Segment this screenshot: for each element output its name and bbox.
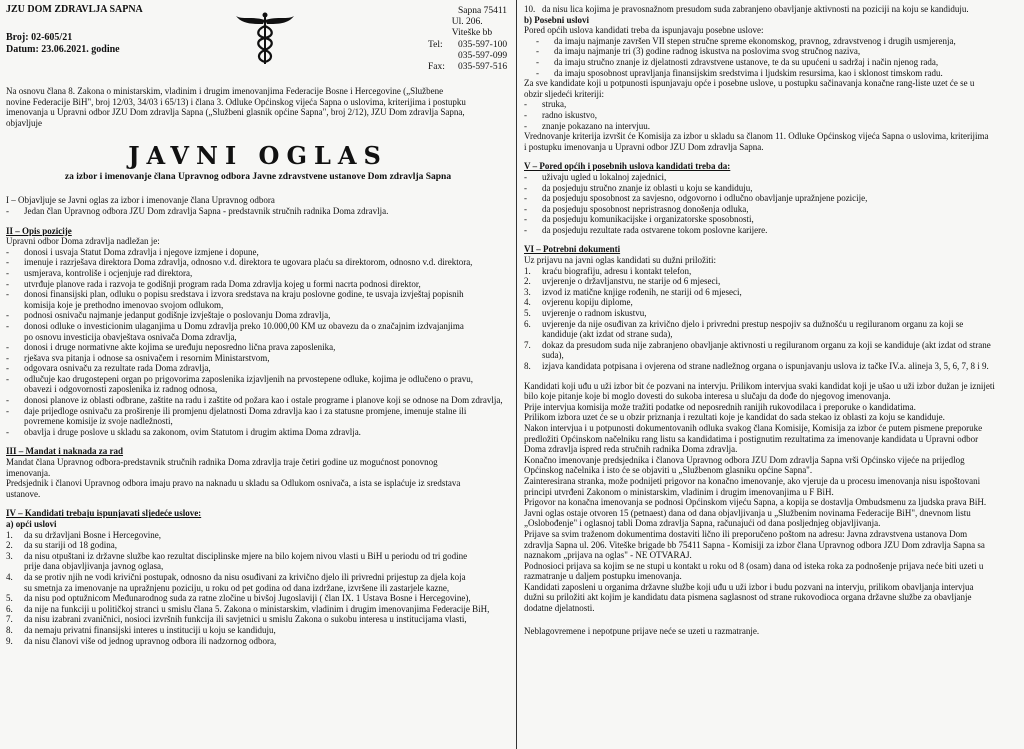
closing-line: Doma zdravlja ispred reda stručnih radnika Doma zdravlja. [524,444,738,455]
section-4-list [6,530,510,647]
list-item: - donosi i usvaja Statut Doma zdravlja i njegove izmjene i dopune, [6,246,259,257]
closing-line: Prigovor na konačna imenovanja se podnosi Općinskom vijeću Sapna, a kopija se dostavlja Ombudsmenu za ljudska prava BiH. [524,497,987,508]
list-item: 7. dokaz da presudom suda nije zabranjeno obavljanje aktivnosti u regiluranom organu za koji se kandiduje (akt izdat od strane [524,339,991,350]
section-5-title: V – Pored općih i posebnih uslova kandidati treba da: [524,161,731,172]
list-item: 3. da nisu otpuštani iz državne službe kao rezultat disciplinske mjere na bilo kojem nivou vlasti u BiH u periodu od tri godine [6,550,468,561]
list-item: 1. da su državljani Bosne i Hercegovine, [6,529,161,540]
address-tel-2: 035-597-099 [458,50,508,61]
list-item: 5. uvjerenje o radnom iskustvu, [524,308,647,319]
section-3-line: imenovanja. [6,467,51,478]
letterhead [6,4,510,86]
org-name: JZU DOM ZDRAVLJA SAPNA [6,4,143,15]
list-item: kandiduje (akt izdat od strane suda), [542,329,673,340]
closing-line: „Oslobođenje" i oglasnoj tabli Doma zdravlja Sapna, računajući od dana posljednjeg objavljivanja. [524,518,881,529]
criteria-line: obzir sljedeći kriteriji: [524,88,604,99]
closing-line: Javni oglas ostaje otvoren 15 (petnaest) dana od dana objavljivanja u „Službenim novinama Federacije BiH", dnevnom listu [524,507,971,518]
closing-line: predložiti Općinskom načelniku rang listu sa kandidatima i postignutim rezultatima za imenovanje kandidata u Upravni odbor [524,433,979,444]
list-item: - da posjeduju komunikacijske i organizatorske sposobnosti, [524,214,754,225]
section-4-subtitle: a) opći uslovi [6,519,57,529]
list-item: - odgovara osnivaču za rezultate rada Doma zdravlja, [6,363,211,374]
list-item: - Jedan član Upravnog odbora JZU Dom zdravlja Sapna - predstavnik stručnih radnika Doma zdravlja. [6,205,389,216]
section-2-list [6,247,510,438]
subsection-b-lead: Pored općih uslova kandidati treba da ispunjavaju posebne uslove: [524,25,764,36]
section-3-line: Mandat člana Upravnog odbora-predstavnik stručnih radnika Doma zdravlja traje četiri godine uz mogućnost ponovnog [6,457,438,468]
list-item: - rješava sva pitanja i odnose sa osnivačem i resornim Ministarstvom, [6,352,270,363]
list-item: - imenuje i razrješava direktora Doma zdravlja, odnosno v.d. direktora te ugovara plaću sa direktorom, odnosno v.d. direktora, [6,257,473,268]
address-tel-1: 035-597-100 [458,39,508,50]
closing-line: principi utvrđeni Zakonom o ministarskim, vladinim i drugim imenovanjima u F BiH. [524,486,834,497]
list-item: 3. izvod iz matične knjige rođenih, ne stariji od 6 mjeseci, [524,286,742,297]
address-fax: 035-597-516 [458,62,508,73]
intro-line: imenovanja u Upravni odbor JZU Dom zdravlja Sapna („Službeni glasnik općine Sapna", broj 2/12), JZU Dom zdravlja Sapna, [6,107,465,118]
list-item: 4. da se protiv njih ne vodi krivični postupak, odnosno da nisu osuđivani za krivično djelo ili privredni prijestup za djela koja [6,571,466,582]
address-city: Sapna 75411 [458,6,507,16]
section-2-lead: Upravni odbor Doma zdravlja nadležan je: [6,236,160,247]
subsection-b-list [524,36,1018,78]
list-item: - donosi planove iz oblasti odbrane, zaštite na radu i zaštite od požara kao i ostale programe i planove koji se odnose na Dom zdravlja, [6,395,503,406]
list-item: 6. uvjerenje da nije osuđivan za krivično djelo i privredni prestup nespojiv sa dužnošću u regiluranom organu za koji se [524,318,964,329]
closing-line: Prilikom izbora uzet će se u obzir priznanja i rezultati koje je kandidat do sada stekao iz oblasti za koju se kandiduje. [524,412,945,423]
closing-paragraphs [524,381,1018,614]
closing-line: dužni su priložiti akt kojim je kandidatu data pismena saglasnost od strane rukovodioca organa državne službe za obavljanje [524,592,972,603]
section-3-title: III – Mandat i naknada za rad [6,446,124,457]
section-4-title: IV – Kandidati trebaju ispunjavati sljedeće uslove: [6,508,202,519]
list-item: 7. da nisu izabrani zvaničnici, nosioci izvršnih funkcija ili savjetnici u smislu Zakona o sukobu interesa u institucijama vlasti, [6,614,467,625]
list-item: - znanje pokazano na intervjuu. [524,120,650,131]
list-item: 4. ovjerenu kopiju diplome, [524,297,633,308]
address-street: Ul. 206. Viteške bb [451,17,493,39]
list-item: - daje prijedloge osnivaču za proširenje ili promjenu djelatnosti Doma zdravlja kao i za statusne promjene, imenuje stalne ili [6,405,467,416]
list-item: povremene komisije iz svoje nadležnosti, [24,416,173,427]
list-item: - da posjeduju rezultate rada ostvarene tokom poslovne karijere. [524,224,768,235]
list-item: - donosi i druge normativne akte kojima se uređuju neposredno lična prava zaposlenika, [6,342,336,353]
list-item: - da posjeduju sposobnost nepristrasnog donošenja odluka, [524,203,749,214]
list-item: - donosi finansijski plan, odluku o popisu sredstava i izvora sredstava na kraju poslovne godine, te usvaja izvještaj popisnih [6,289,464,300]
list-item: - da imaju najmanje tri (3) godine radnog iskustva na poslovima svog stručnog naziva, [536,46,861,57]
section-6-lead: Uz prijavu na javni oglas kandidati su dužni priložiti: [524,255,716,266]
list-item: 5. da nisu pod optužnicom Međunarodnog suda za ratne zločine u bivšoj Jugoslaviji ( član IX. 1 Ustava Bosne i Hercegovine), [6,593,471,604]
closing-line: Nakon intervjua i u potpunosti dokumentovanih odluka svakog člana Komisije, Komisija za izbor će putem pismene preporuke [524,422,983,433]
list-item: 10. da nisu lica kojima je pravosnažnom presudom suda zabranjeno obavljanje aktivnosti na poziciji na koju se kandiduju. [524,4,969,14]
criteria-line: Za sve kandidate koji u potpunosti ispunjavaju opće i posebne uslove, u postupku sačinavanja konačne rang-liste uzet će se u [524,78,975,89]
list-item: 2. uvjerenje o državljanstvu, ne starije od 6 mjeseci, [524,276,721,287]
list-item: 8. izjava kandidata potpisana i ovjerena od strane nadležnog organa o ispunjavanju uslova iz tačke IV.a. alineja 3, 5, 6, 7, 8 i 9. [524,361,989,371]
document-title: JAVNI OGLAS [128,141,388,171]
column-divider [516,0,517,749]
letterhead-address: Sapna 75411 Ul. 206. Viteške bb Tel: 035-597-100 035-597-099 Fax: 035-597-516 [428,6,510,73]
list-item: - donosi odluke o investicionim ulaganjima u Domu zdravlja preko 10.000,00 KM uz obavezu da o značajnim izdvajanjima [6,320,464,331]
list-item: - radno iskustvo, [524,109,597,120]
closing-line: razmatranje u daljem postupku imenovanja. [524,571,682,582]
list-item: po osnovu investicija obavještava osnivača Doma zdravlja, [24,331,237,342]
closing-line: Prije intervjua komisija može tražiti podatke od neposrednih ranijih rukovodilaca i preporuke o kandidatima. [524,401,916,412]
list-item: - uživaju ugled u lokalnoj zajednici, [524,171,667,182]
intro-line: objavljuje [6,117,42,128]
section-3-line: ustanove. [6,488,41,499]
criteria-note: i postupku imenovanja u Upravni odbor JZU Dom zdravlja Sapna. [524,141,764,152]
list-item: - utvrđuje planove rada i razvoja te godišnji program rada Doma zdravlja kojeg u formi nacrta podnosi direktor, [6,278,421,289]
document-date: Datum: 23.06.2021. godine [6,44,120,55]
right-column [524,4,1018,636]
list-item: komisija koje je prethodno imenovao svojom odlukom, [24,299,224,310]
list-item: 8. da nemaju privatni finansijski interes u instituciji u koju se kandiduju, [6,624,276,635]
list-item: 1. kraću biografiju, adresu i kontakt telefon, [524,265,692,276]
list-item: - usmjerava, kontroliše i ocjenjuje rad direktora, [6,267,193,278]
list-item: - podnosi osnivaču najmanje jedanput godišnje izvještaje o poslovanju Doma zdravlja, [6,310,331,321]
list-item: prije dana objavljivanja javnog oglasa, [24,561,164,572]
list-item: obavezi i odgovornosti zaposlenika iz radnog odnosa, [24,384,218,395]
list-item: - da imaju najmanje završen VII stepen stručne spreme ekonomskog, pravnog, zdravstvenog i drugih usmjerenja, [536,35,956,46]
closing-line: Zainteresirana stranka, može podnijeti prigovor na konačno imenovanje, ako vjeruje da u procesu imenovanja nisu ispoštovani [524,475,981,486]
closing-line: Prijave sa svim traženom dokumentima dostaviti lično ili preporučeno poštom na adresu: Javna zdravstvena ustanova Dom [524,528,968,539]
criteria-note: Vrednovanje kriterija izvršit će Komisija za izbor u skladu sa članom 11. Odluke Općinskog vijeća Sapna o uslovima, kriterijima [524,131,989,142]
list-item: - da posjeduju sposobnost za savjesno, odgovorno i odlučno obavljanje upražnjene pozicije, [524,193,868,204]
letterhead-left [6,4,143,56]
document-subtitle: za izbor i imenovanje člana Upravnog odbora Javne zdravstvene ustanove Dom zdravlja Sapna [64,172,452,183]
closing-line: Kandidati koji uđu u uži izbor bit će pozvani na intervju. Prilikom intervjua svaki kandidat koji je ušao u uži izbor dužan je iznijeti [524,380,995,391]
closing-line: Konačno imenovanje predsjednika i članova Upravnog odbora JZU Dom zdravlja Sapna vrši Općinsko vijeće na prijedlog [524,454,965,465]
closing-line: zdravlja Sapna ul. 206. Viteške brigade bb 75411 Sapna - Komisiji za izbor člana Upravnog odbora JZU Dom zdravlja Sapna sa [524,539,985,550]
final-note: Neblagovremene i nepotpune prijave neće se uzeti u razmatranje. [524,625,760,636]
intro-line: Na osnovu člana 8. Zakona o ministarskim, vladinim i drugim imenovanjima Federacije Bosne i Hercegovine („Službene [6,86,444,96]
list-item: - da imaju stručno znanje iz djelatnosti zdravstvene ustanove, te da su upućeni u sadržaj i način njenog rada, [536,56,939,67]
criteria-list [524,99,1018,131]
list-item: 9. da nisu članovi više od jednog upravnog odbora ili nadzornog odbora, [6,635,277,646]
list-item: 2. da su stariji od 18 godina, [6,540,117,551]
closing-line: bilo koje pitanje koje bi moglo dovesti do sukoba interesa u slučaju da dođe do njegovog imenovanja. [524,391,891,402]
closing-line: Podnosioci prijava sa kojim se ne stupi u kontakt u roku od 8 (osam) dana od isteka roka za podnošenje prijava neće biti uzeti u [524,560,984,571]
section-6-title: VI – Potrebni dokumenti [524,244,621,255]
list-item: suda), [542,350,564,361]
list-item: - odlučuje kao drugostepeni organ po prigovorima zaposlenika izjavljenih na prvostepene odluke, kojima je odlučeno o pravu, [6,373,473,384]
section-5-list [524,172,1018,236]
section-3-line: Predsjednik i članovi Upravnog odbora imaju pravo na naknadu u skladu sa Odlukom osnivača, a ista se isplaćuje iz sredstava [6,478,461,489]
closing-line: naznakom „prijava na oglas" - NE OTVARAJ. [524,550,692,561]
list-item: su smetnja za imenovanje na upražnjenu poziciju, u roku od pet godina od dana izdržane, izvršene ili zastarjele kazne, [24,582,450,593]
left-column [6,4,510,646]
section-1-title: I – Objavljuje se Javni oglas za izbor i imenovanje člana Upravnog odbora [6,195,275,206]
list-item: - obavlja i druge poslove u skladu sa zakonom, ovim Statutom i drugim aktima Doma zdravlja. [6,426,361,437]
caduceus-icon [234,10,296,66]
intro-line: novine Federacije BiH", broj 12/03, 34/03 i 65/13) i člana 3. Odluke Općinskog vijeća Sapna o uslovima, kriterijima i postupku [6,96,466,107]
section-6-list [524,266,1018,372]
section-2-title: II – Opis pozicije [6,225,72,236]
closing-line: dodatne djelatnosti. [524,603,595,614]
list-item: 6. da nije na funkciji u političkoj stranci u smislu člana 5. Zakona o ministarskim, vladinim i drugim imenovanjima Federacije BiH, [6,603,490,614]
closing-line: Kandidati zaposleni u organima državne službe koji uđu u uži izbor i budu pozvani na intervju, prilikom obavljanja intervjua [524,581,974,592]
list-item: - struka, [524,99,567,110]
closing-line: Općinskog načelnika i isto će se objaviti u „Službenom glasniku općine Sapna". [524,465,813,476]
list-item: - da imaju sposobnost upravljanja finansijskim sredstvima i ljudskim resursima, kao i sklonost timskom radu. [536,67,943,78]
subsection-b-title: b) Posebni uslovi [524,14,590,25]
list-item: - da posjeduju stručno znanje iz oblasti u koju se kandiduju, [524,182,753,193]
intro-paragraph [6,86,510,128]
document-number: Broj: 02-605/21 [6,32,73,43]
